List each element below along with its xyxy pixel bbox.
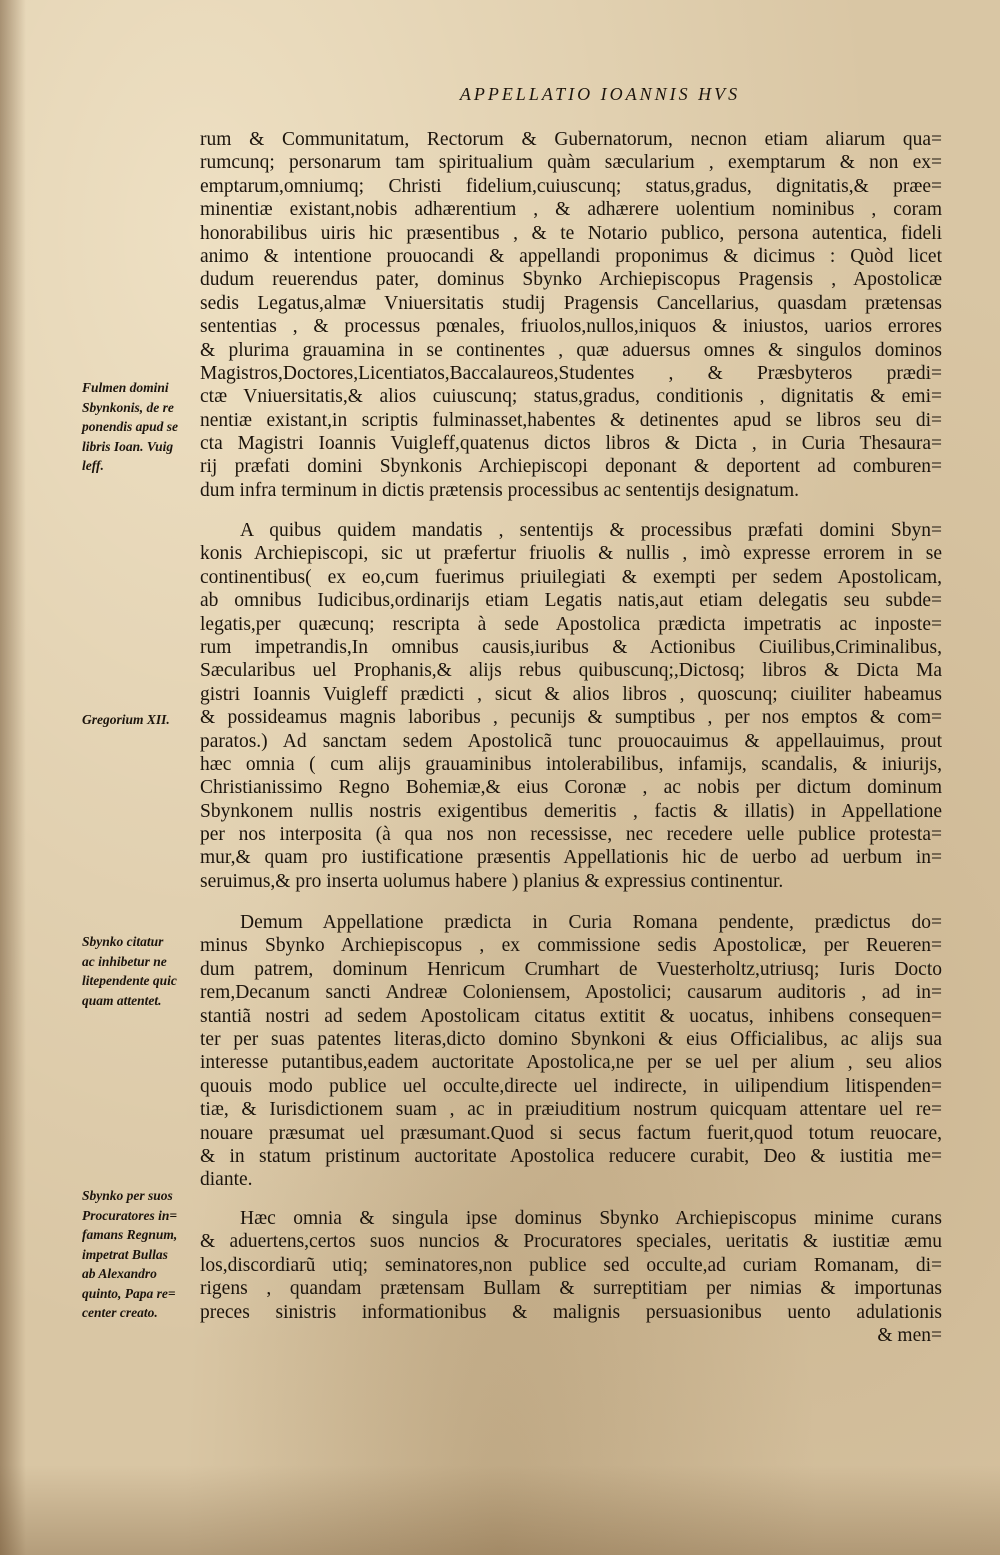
page-edge-shadow bbox=[0, 0, 26, 1555]
text-line: Sbynkonem nullis nostris exigentibus demeritis , factis & illatis) in Appellatione bbox=[200, 800, 942, 822]
text-line: sententias , & processus pœnales, friuolos,nullos,iniquos & iniustos, uarios errores bbox=[200, 316, 942, 338]
margin-note-line: famans Regnum, bbox=[82, 1227, 178, 1242]
margin-note-line: litependente quic bbox=[82, 973, 177, 988]
text-line: Magistros,Doctores,Licentiatos,Baccalaureos,Studentes , & Præsbyteros prædi= bbox=[200, 362, 942, 384]
catchword: & men= bbox=[877, 1324, 942, 1346]
text-line: interesse putantibus,eadem auctoritate Apostolica,ne per se uel per alium , seu alios bbox=[200, 1052, 942, 1074]
margin-note-3 bbox=[82, 932, 207, 1010]
page-bottom-stain bbox=[0, 1465, 1000, 1555]
text-line: rum impetrandis,In omnibus causis,iuribus & Actionibus Ciuilibus,Criminalibus, bbox=[200, 636, 942, 658]
text-line: nentiæ existant,in scriptis fulminasset,habentes & detinentes apud se libros seu di= bbox=[200, 409, 942, 431]
margin-note-line: impetrat Bullas bbox=[82, 1246, 168, 1262]
text-line: paratos.) Ad sanctam sedem Apostolicã tunc prouocauimus & appellauimus, prout bbox=[200, 730, 942, 752]
margin-note-4 bbox=[82, 1186, 207, 1323]
text-line: los,discordiarũ utiq; seminatores,non publice sed occulte,ad curiam Romanam, di= bbox=[200, 1254, 942, 1276]
text-line: diante. bbox=[200, 1169, 253, 1191]
text-line: quouis modo publice uel occulte,directe uel indirecte, in uilipendium litispenden= bbox=[200, 1075, 942, 1097]
margin-note-line: Sbynkonis, de re bbox=[82, 399, 174, 415]
text-line: stantiã nostri ad sedem Apostolicam citatus extitit & uocatus, inhibens consequen= bbox=[200, 1005, 942, 1027]
margin-note-line: center creato. bbox=[82, 1305, 158, 1320]
running-head: APPELLATIO IOANNIS HVS bbox=[459, 84, 741, 104]
text-line: & possideamus magnis laboribus , pecunijs & sumptibus , per nos emptos & com= bbox=[200, 707, 942, 729]
text-line: rigens , quandam prætensam Bullam & surreptitiam per nimias & importunas bbox=[200, 1278, 942, 1300]
paragraph-2 bbox=[200, 519, 942, 893]
text-line: nouare præsumat uel præsumant.Quod si secus factum fuerit,quod totum reuocare, bbox=[200, 1122, 942, 1144]
margin-note-2 bbox=[82, 710, 207, 730]
margin-note-line: Sbynko per suos bbox=[82, 1188, 173, 1203]
text-line: & plurima grauamina in se continentes , quæ aduersus omnes & singulos dominos bbox=[200, 339, 942, 361]
text-line: animo & intentione prouocandi & appellandi proponimus & dicimus : Quòd licet bbox=[200, 245, 942, 267]
margin-note-line: Fulmen domini bbox=[82, 380, 169, 395]
text-line: Demum Appellatione prædicta in Curia Romana pendente, prædictus do= bbox=[240, 912, 942, 933]
paragraph-4 bbox=[200, 1207, 942, 1347]
margin-note-line: quam attentet. bbox=[82, 992, 162, 1008]
text-line: rumcunq; personarum tam spiritualium quàm sæcularium , exemptarum & non ex= bbox=[200, 152, 942, 174]
margin-note-line: libris Ioan. Vuig bbox=[82, 438, 174, 454]
text-line: minus Sbynko Archiepiscopus , ex commissione sedis Apostolicæ, per Reueren= bbox=[200, 935, 942, 957]
margin-note-line: ab Alexandro bbox=[82, 1266, 157, 1281]
text-line: dum patrem, dominum Henricum Crumhart de Vuesterholtz,utriusq; Iuris Docto bbox=[200, 958, 942, 980]
text-line: rem,Decanum sancti Andreæ Coloniensem, Apostolici; causarum auditoris , ad in= bbox=[200, 982, 942, 1004]
text-line: Sæcularibus uel Prophanis,& alijs rebus quibuscunq;,Dictosq; libros & Dicta Ma bbox=[200, 660, 942, 682]
text-line: hæc omnia ( cum alijs grauaminibus intolerabilibus, infamijs, scandalis, & iniurijs, bbox=[200, 753, 942, 775]
margin-note-line: quinto, Papa re= bbox=[82, 1285, 176, 1301]
paragraph-3 bbox=[200, 911, 942, 1192]
text-line: Christianissimo Regno Bohemiæ,& eius Coronæ , ac nobis per dictum dominum bbox=[200, 777, 942, 799]
text-line: mur,& quam pro iustificatione præsentis Appellationis hic de uerbo ad uerbum in= bbox=[200, 847, 942, 869]
text-line: cta Magistri Ioannis Vuigleff,quatenus dictos libros & Dicta , in Curia Thesaura= bbox=[200, 433, 942, 455]
text-line: tiæ, & Iurisdictionem suam , ac in præiuditium nostrum quicquam attentare uel re= bbox=[200, 1099, 942, 1121]
margin-note-1 bbox=[82, 378, 207, 476]
text-line: & in statum pristinum auctoritate Apostolica reducere curabit, Deo & iustitia me= bbox=[200, 1145, 942, 1167]
text-line: Hæc omnia & singula ipse dominus Sbynko Archiepiscopus minime curans bbox=[240, 1208, 942, 1229]
text-line: konis Archiepiscopi, sic ut præfertur friuolis & nullis , imò expresse errorem in se bbox=[200, 543, 942, 565]
margin-note-line: Procuratores in= bbox=[82, 1207, 178, 1223]
text-line: seruimus,& pro inserta uolumus habere ) planius & expressius continentur. bbox=[200, 870, 784, 892]
text-line: dum infra terminum in dictis prætensis processibus ac sententijs designatum. bbox=[200, 479, 799, 501]
text-line: A quibus quidem mandatis , sententijs & processibus præfati domini Sbyn= bbox=[240, 520, 942, 541]
paragraph-1 bbox=[200, 128, 942, 502]
text-line: minentiæ existant,nobis adhærentium , & adhærere uolentium nominibus , coram bbox=[200, 199, 942, 221]
text-line: ctæ Vniuersitatis,& alios cuiuscunq; status,gradus, conditionis , dignitatis & emi= bbox=[200, 386, 942, 408]
text-line: sedis Legatus,almæ Vniuersitatis studij Pragensis Cancellarius, quasdam prætensas bbox=[200, 292, 942, 314]
text-line: dudum reuerendus pater, dominus Sbynko Archiepiscopus Pragensis , Apostolicæ bbox=[200, 269, 942, 291]
margin-note-line: ponendis apud se bbox=[82, 419, 179, 434]
text-line: ab omnibus Iudicibus,ordinarijs etiam Legatis natis,aut etiam delegatis seu subde= bbox=[200, 590, 942, 612]
text-line: continentibus( ex eo,cum fuerimus priuilegiati & exempti per sedem Apostolicam, bbox=[200, 566, 942, 588]
margin-note-line: Sbynko citatur bbox=[82, 934, 164, 949]
text-line: honorabilibus uiris hic præsentibus , & te Notario publico, persona autentica, fideli bbox=[200, 222, 942, 244]
margin-note-line: ac inhibetur ne bbox=[82, 953, 167, 969]
margin-note-line: leff. bbox=[82, 458, 104, 473]
text-line: rum & Communitatum, Rectorum & Gubernatorum, necnon etiam aliarum qua= bbox=[200, 129, 942, 150]
text-line: legatis,per quæcunq; rescripta à sede Apostolica prædicta impetratis ac inposte= bbox=[200, 613, 942, 635]
text-line: emptarum,omniumq; Christi fidelium,cuiuscunq; status,gradus, dignitatis,& præe= bbox=[200, 175, 942, 197]
margin-note-line: Gregorium XII. bbox=[82, 712, 170, 727]
text-line: ter per suas patentes literas,dicto domino Sbynkoni & eius Officialibus, ac alijs sua bbox=[200, 1028, 942, 1050]
text-line: & aduertens,certos suos nuncios & Procuratores speciales, ueritatis & iustitiæ æmu bbox=[200, 1231, 942, 1253]
text-line: per nos interposita (à qua nos non recessisse, nec recedere uelle publice protesta= bbox=[200, 824, 942, 846]
text-line: preces sinistris informationibus & malignis persuasionibus uento adulationis bbox=[200, 1301, 942, 1323]
text-line: gistri Ioannis Vuigleff prædicti , sicut & alios libros , quoscunq; ciuiliter habeamus bbox=[200, 683, 942, 705]
text-line: rij præfati domini Sbynkonis Archiepiscopi deponant & deportent ad comburen= bbox=[200, 456, 942, 478]
